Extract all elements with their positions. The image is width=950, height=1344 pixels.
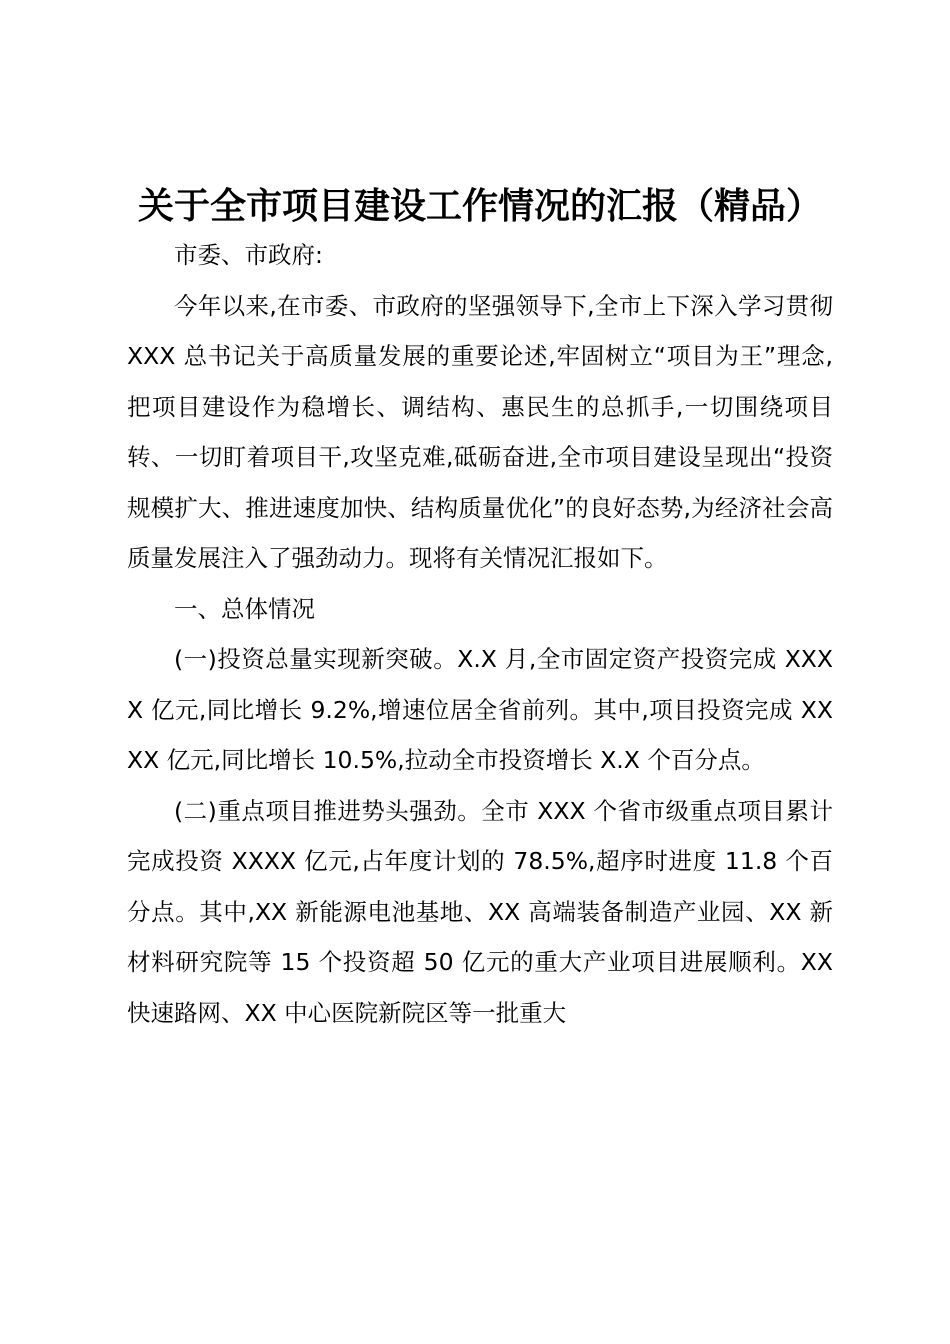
paragraph-key-projects: (二)重点项目推进势头强劲。全市 XXX 个省市级重点项目累计完成投资 XXXX 亿元,占年度计划的 78.5%,超序时进度 11.8 个百分点。其中,XX 新能源电池基地、XX 高端装备制造产业园、XX 新材料研究院等 15 个投资超 50 亿元的重大产业项目进展顺利。XX 快速路网、XX 中心医院新院区等一批重大 bbox=[127, 796, 833, 1027]
paragraph-investment-total: (一)投资总量实现新突破。X.X 月,全市固定资产投资完成 XXXX 亿元,同比增长 9.2%,增速位居全省前列。其中,项目投资完成 XXXX 亿元,同比增长 10.5%,拉动全市投资增长 X.X 个百分点。 bbox=[127, 645, 833, 774]
document-body bbox=[127, 184, 833, 1038]
salutation: 市委、市政府: bbox=[174, 241, 323, 269]
document-title: 关于全市项目建设工作情况的汇报（精品） bbox=[137, 186, 822, 227]
paragraph-intro: 今年以来,在市委、市政府的坚强领导下,全市上下深入学习贯彻 XXX 总书记关于高质量发展的重要论述,牢固树立“项目为王”理念,把项目建设作为稳增长、调结构、惠民生的总抓手,一切围绕项目转、一切盯着项目干,攻坚克难,砥砺奋进,全市项目建设呈现出“投资规模扩大、推进速度加快、结构质量优化”的良好态势,为经济社会高质量发展注入了强劲动力。现将有关情况汇报如下。 bbox=[127, 291, 833, 572]
section-heading-overall: 一、总体情况 bbox=[174, 594, 315, 623]
